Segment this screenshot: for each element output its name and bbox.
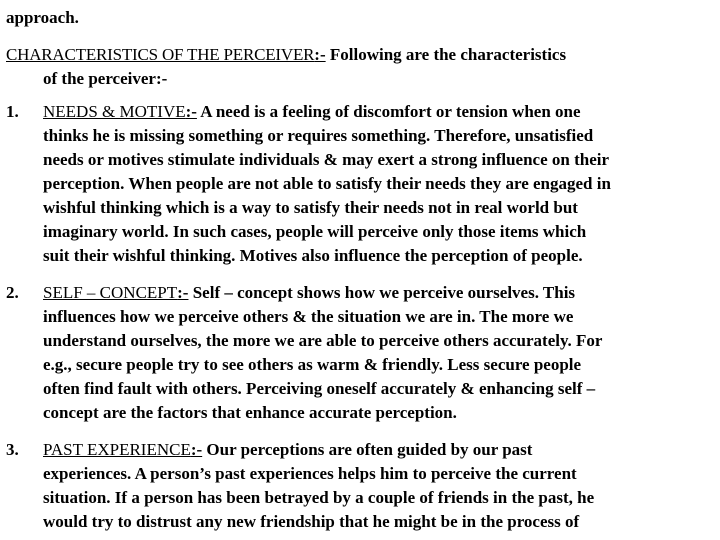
previous-paragraph-fragment: approach.: [6, 8, 79, 27]
list-item-line: perception. When people are not able to satisfy their needs they are engaged in: [43, 174, 611, 193]
list-item-title: PAST EXPERIENCE: [43, 440, 191, 459]
list-item-title: SELF – CONCEPT: [43, 283, 178, 302]
list-item-line: often find fault with others. Perceiving oneself accurately & enhancing self –: [43, 379, 596, 398]
list-item-line: concept are the factors that enhance accurate perception.: [43, 403, 457, 422]
list-item-line: [43, 438, 716, 462]
list-item-line: thinks he is missing something or requires something. Therefore, unsatisfied: [43, 126, 594, 145]
list-item-body: [43, 100, 716, 268]
section-title: CHARACTERISTICS OF THE PERCEIVER: [6, 45, 315, 64]
section-intro-text: Following are the characteristics: [325, 45, 567, 64]
list-item-title-separator: :-: [190, 440, 203, 459]
list-item-body: [43, 438, 716, 534]
list-item-line: suit their wishful thinking. Motives also influence the perception of people.: [43, 246, 583, 265]
list-item-line: [43, 100, 716, 124]
list-item-past-experience: [6, 438, 716, 534]
list-item-line: [43, 281, 716, 305]
list-item-number: 3.: [6, 440, 19, 459]
list-item-line: influences how we perceive others & the situation we are in. The more we: [43, 307, 574, 326]
list-item-text: A need is a feeling of discomfort or tension when one: [196, 102, 581, 121]
list-item-text: Self – concept shows how we perceive ourselves. This: [188, 283, 576, 302]
list-item-line: would try to distrust any new friendship that he might be in the process of: [43, 512, 580, 531]
list-item-title-separator: :-: [177, 283, 189, 302]
list-item-self-concept: [6, 281, 716, 425]
list-item-number: 1.: [6, 102, 19, 121]
list-item-body: [43, 281, 716, 425]
list-item-needs-motive: [6, 100, 716, 268]
list-item-title: NEEDS & MOTIVE: [43, 102, 186, 121]
list-item-title-separator: :-: [185, 102, 197, 121]
list-item-line: understand ourselves, the more we are able to perceive others accurately. For: [43, 331, 603, 350]
list-item-number: 2.: [6, 283, 19, 302]
list-item-text: Our perceptions are often guided by our past: [202, 440, 533, 459]
section-title-separator: :-: [314, 45, 326, 64]
list-item-line: experiences. A person’s past experiences helps him to perceive the current: [43, 464, 577, 483]
list-item-line: situation. If a person has been betrayed by a couple of friends in the past, he: [43, 488, 595, 507]
section-heading-line-1: [6, 43, 716, 67]
section-intro-continuation: of the perceiver:-: [43, 69, 168, 88]
list-item-line: imaginary world. In such cases, people will perceive only those items which: [43, 222, 587, 241]
section-heading: [6, 43, 716, 91]
list-item-line: e.g., secure people try to see others as warm & friendly. Less secure people: [43, 355, 582, 374]
list-item-line: wishful thinking which is a way to satisfy their needs not in real world but: [43, 198, 578, 217]
list-item-line: needs or motives stimulate individuals & may exert a strong influence on their: [43, 150, 610, 169]
